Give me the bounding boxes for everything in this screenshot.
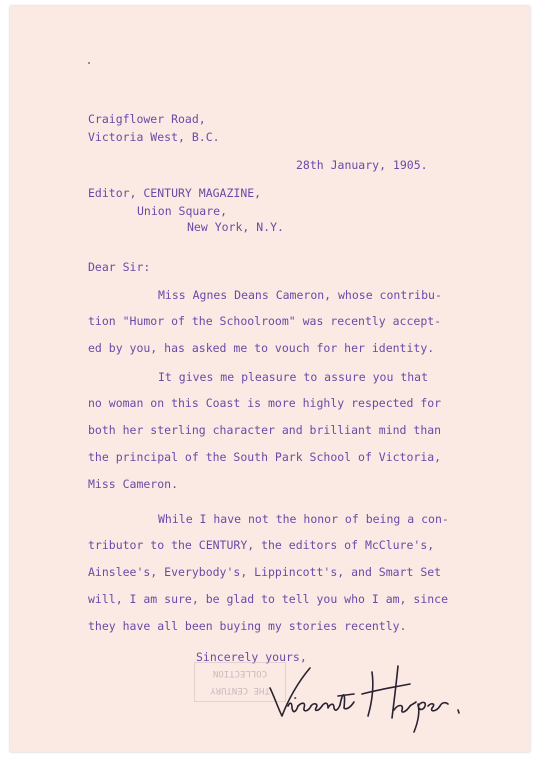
paragraph3-line1: While I have not the honor of being a con- bbox=[158, 512, 449, 526]
paragraph2-line4: the principal of the South Park School of Victoria, bbox=[88, 450, 442, 464]
paragraph3-line4: will, I am sure, be glad to tell you who I am, since bbox=[88, 592, 449, 606]
paragraph2-line2: no woman on this Coast is more highly respected for bbox=[88, 396, 442, 410]
closing: Sincerely yours, bbox=[196, 650, 307, 664]
paragraph1-line1: Miss Agnes Deans Cameron, whose contribu- bbox=[158, 288, 442, 302]
paragraph2-line5: Miss Cameron. bbox=[88, 477, 179, 491]
recipient-line3: New York, N.Y. bbox=[187, 220, 284, 234]
paragraph3-line3: Ainslee's, Everybody's, Lippincott's, and Smart Set bbox=[88, 565, 442, 579]
paragraph3-line2: tributor to the CENTURY, the editors of McClure's, bbox=[88, 538, 435, 552]
sender-address-line1: Craigflower Road, bbox=[88, 112, 206, 126]
recipient-line2: Union Square, bbox=[137, 204, 228, 218]
sender-address-line2: Victoria West, B.C. bbox=[88, 130, 220, 144]
letter-date: 28th January, 1905. bbox=[296, 158, 428, 172]
stamp-line1: THE CENTURY bbox=[210, 685, 270, 695]
stamp-line2: COLLECTION bbox=[212, 668, 268, 678]
paragraph2-line1: It gives me pleasure to assure you that bbox=[158, 370, 429, 384]
paragraph2-line3: both her sterling character and brilliant mind than bbox=[88, 423, 442, 437]
salutation: Dear Sir: bbox=[88, 260, 151, 274]
paragraph1-line3: ed by you, has asked me to vouch for her identity. bbox=[88, 341, 435, 355]
paragraph1-line2: tion "Humor of the Schoolroom" was recently accept- bbox=[88, 314, 442, 328]
signature-vincent-harper bbox=[262, 650, 492, 740]
paper-speck bbox=[88, 62, 90, 64]
recipient-line1: Editor, CENTURY MAGAZINE, bbox=[88, 186, 262, 200]
paragraph3-line5: they have all been buying my stories recently. bbox=[88, 619, 407, 633]
